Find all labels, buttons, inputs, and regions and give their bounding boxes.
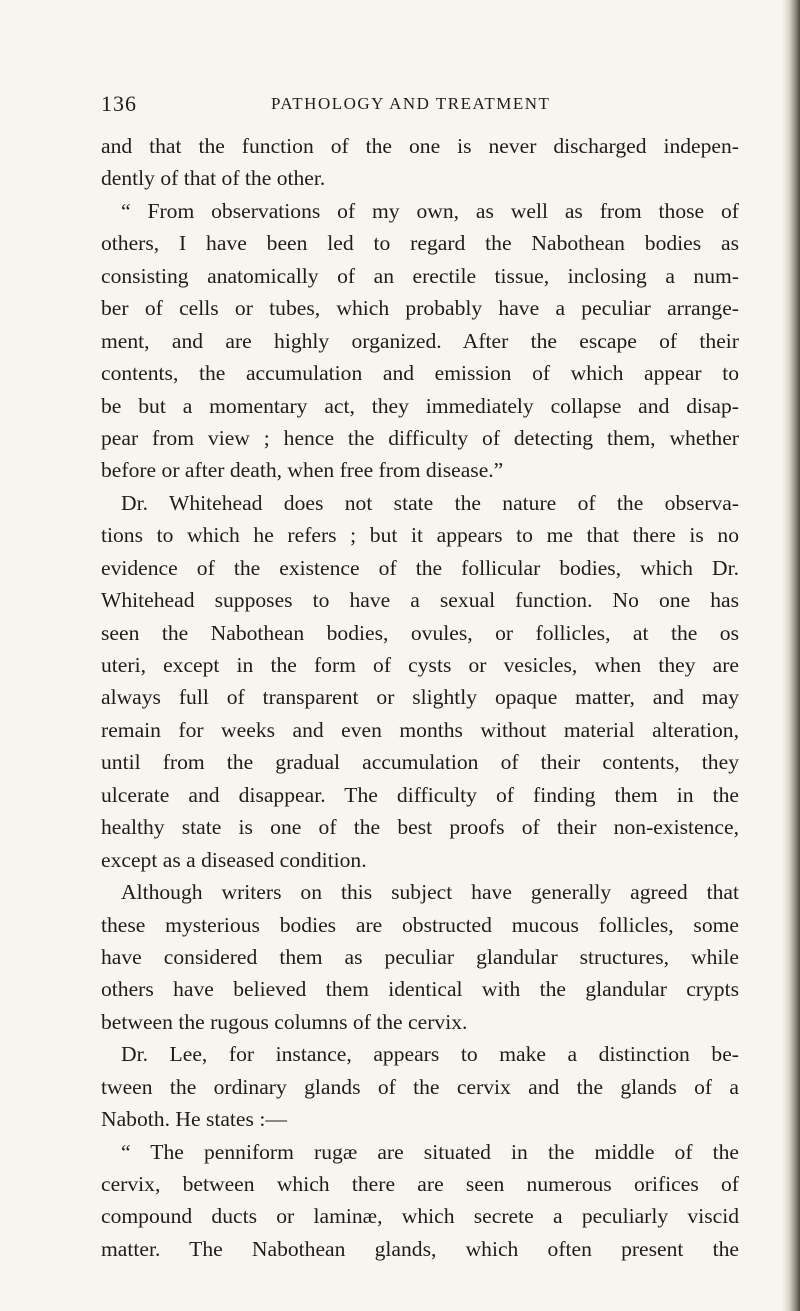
- text-line: pear from view ; hence the difficulty of detecting them, whether: [101, 425, 739, 450]
- page-number: 136: [101, 91, 137, 116]
- text-line: ulcerate and disappear. The difficulty of finding them in the: [101, 782, 739, 807]
- text-line: contents, the accumulation and emission of which appear to: [101, 361, 739, 386]
- text-line: Although writers on this subject have generally agreed that: [121, 880, 739, 905]
- body-text: [101, 130, 739, 1265]
- text-line: Whitehead supposes to have a sexual function. No one has: [101, 588, 739, 613]
- text-line: be but a momentary act, they immediately collapse and disap-: [101, 393, 739, 418]
- text-line: and that the function of the one is never discharged indepen-: [101, 134, 739, 158]
- text-line: except as a diseased condition.: [101, 847, 367, 872]
- running-head: PATHOLOGY AND TREATMENT: [271, 94, 551, 113]
- page-edge-shadow: [782, 0, 800, 1311]
- text-line: uteri, except in the form of cysts or vesicles, when they are: [101, 653, 739, 677]
- text-line: others have believed them identical with the glandular crypts: [101, 977, 739, 1002]
- text-line: matter. The Nabothean glands, which often present the: [101, 1236, 739, 1261]
- text-line: cervix, between which there are seen numerous orifices of: [101, 1172, 739, 1196]
- text-line: “ The penniform rugæ are situated in the middle of the: [121, 1139, 739, 1164]
- text-line: tions to which he refers ; but it appears to me that there is no: [101, 523, 739, 548]
- page-header: [101, 91, 741, 121]
- text-line: before or after death, when free from disease.”: [101, 458, 504, 483]
- text-line: Dr. Whitehead does not state the nature of the observa-: [121, 490, 739, 515]
- text-line: Dr. Lee, for instance, appears to make a distinction be-: [121, 1042, 739, 1067]
- text-line: Naboth. He states :—: [101, 1107, 287, 1132]
- text-line: “ From observations of my own, as well as from those of: [121, 198, 739, 223]
- text-line: others, I have been led to regard the Nabothean bodies as: [101, 231, 739, 256]
- text-line: have considered them as peculiar glandular structures, while: [101, 944, 739, 969]
- text-line: tween the ordinary glands of the cervix and the glands of a: [101, 1074, 739, 1099]
- text-line: these mysterious bodies are obstructed mucous follicles, some: [101, 912, 739, 937]
- text-line: always full of transparent or slightly opaque matter, and may: [101, 685, 739, 710]
- text-line: remain for weeks and even months without material alteration,: [101, 717, 739, 742]
- text-line: healthy state is one of the best proofs of their non-existence,: [101, 815, 739, 840]
- text-line: ber of cells or tubes, which probably have a peculiar arrange-: [101, 296, 739, 321]
- text-line: compound ducts or laminæ, which secrete a peculiarly viscid: [101, 1204, 739, 1229]
- text-line: dently of that of the other.: [101, 166, 326, 191]
- text-line: ment, and are highly organized. After the escape of their: [101, 328, 739, 353]
- text-line: between the rugous columns of the cervix.: [101, 1009, 468, 1034]
- text-line: seen the Nabothean bodies, ovules, or follicles, at the os: [101, 620, 739, 645]
- text-line: consisting anatomically of an erectile tissue, inclosing a num-: [101, 263, 739, 288]
- text-line: evidence of the existence of the follicular bodies, which Dr.: [101, 555, 739, 580]
- text-line: until from the gradual accumulation of their contents, they: [101, 750, 739, 775]
